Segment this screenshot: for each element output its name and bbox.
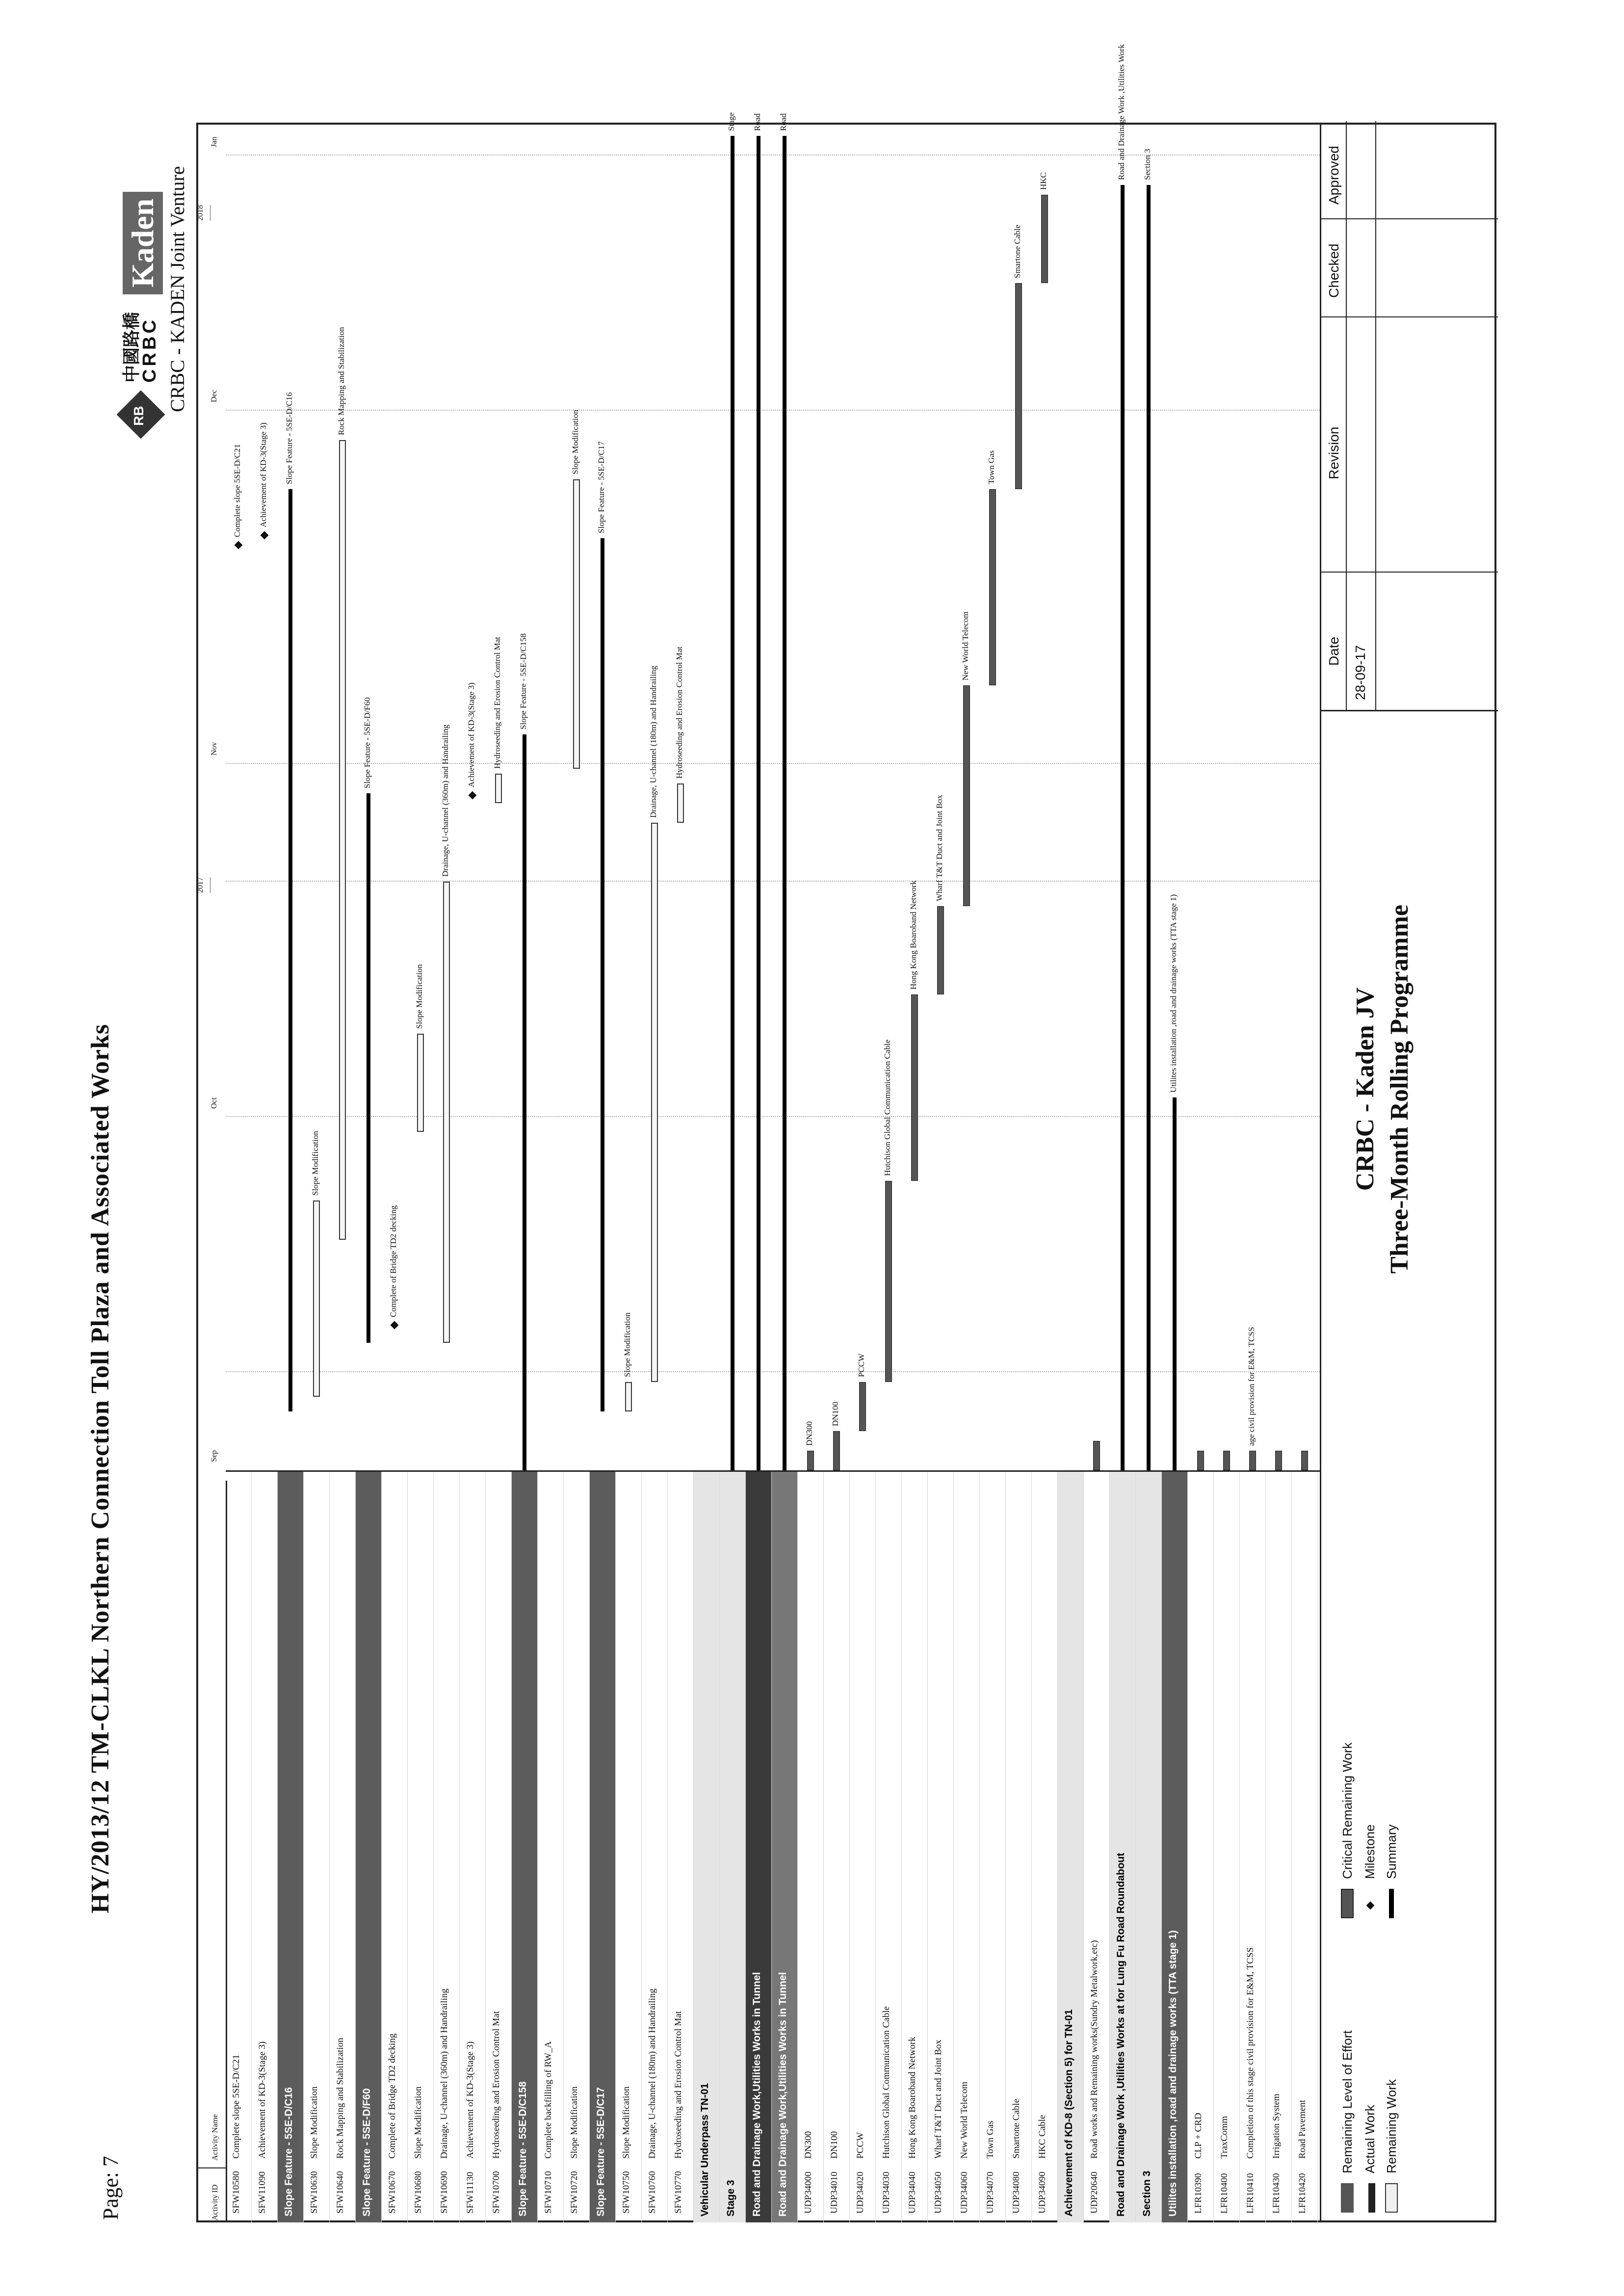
bar-label: Rock Mapping and Stabilization bbox=[337, 327, 346, 435]
activity-id: SFW11090 bbox=[257, 2171, 267, 2214]
header-activity-name: Activity Name bbox=[196, 1481, 227, 2168]
activity-id: LFR10430 bbox=[1271, 2173, 1282, 2214]
critical-bar bbox=[989, 489, 996, 685]
activity-id: SFW10690 bbox=[439, 2171, 449, 2214]
activity-id: SFW10720 bbox=[569, 2171, 579, 2214]
activity-name: Slope Feature - 5SE-D/C158 bbox=[517, 2081, 528, 2217]
remaining-bar bbox=[417, 1034, 424, 1132]
activity-name: Section 3 bbox=[1141, 2170, 1153, 2217]
activity-name: Hydroseeding and Erosion Control Mat bbox=[491, 2011, 501, 2159]
activity-id: UDP34050 bbox=[933, 2171, 943, 2214]
activity-group-row bbox=[1058, 1472, 1084, 2222]
activity-group-row bbox=[772, 1472, 798, 2222]
bar-label: Slope Modification bbox=[571, 410, 580, 474]
activity-row bbox=[1032, 1472, 1058, 2222]
activity-name: Slope Modification bbox=[413, 2086, 423, 2159]
critical-bar bbox=[1275, 1451, 1282, 1470]
legend-remaining-effort-swatch bbox=[1341, 2183, 1354, 2213]
revision-label: Revision bbox=[1326, 426, 1341, 479]
legend-actual-work: Actual Work bbox=[1362, 2105, 1377, 2173]
year-2018: 2018 bbox=[196, 205, 210, 221]
company-logo bbox=[118, 128, 191, 432]
month-sep: Sep bbox=[210, 1450, 218, 1462]
summary-bar bbox=[783, 136, 786, 1470]
remaining-bar bbox=[651, 823, 658, 1382]
activity-row bbox=[1006, 1472, 1032, 2222]
activity-name: Slope Feature - 5SE-D/F60 bbox=[361, 2088, 372, 2217]
activity-id: SFW10700 bbox=[491, 2171, 501, 2214]
bar-label: PCCW bbox=[857, 1353, 866, 1377]
bar-label: Slope Modification bbox=[415, 964, 424, 1029]
activity-id: SFW10630 bbox=[309, 2171, 319, 2214]
summary-bar bbox=[367, 793, 370, 1343]
critical-bar bbox=[1015, 283, 1022, 489]
activity-row bbox=[538, 1472, 564, 2222]
activity-name: Slope Modification bbox=[621, 2086, 631, 2159]
activity-row bbox=[1292, 1472, 1318, 2222]
activity-group-row bbox=[694, 1472, 720, 2222]
critical-bar bbox=[807, 1451, 814, 1470]
legend-remaining-work-swatch bbox=[1385, 2183, 1398, 2213]
critical-bar bbox=[1197, 1451, 1204, 1470]
footer bbox=[1320, 123, 1496, 2222]
activity-row bbox=[876, 1472, 902, 2222]
milestone-marker bbox=[235, 541, 243, 549]
activity-name: Slope Modification bbox=[569, 2086, 579, 2159]
activity-name: PCCW bbox=[855, 2132, 865, 2159]
activity-name: Slope Modification bbox=[309, 2086, 319, 2159]
activity-row bbox=[564, 1472, 590, 2222]
bar-label: Hutchison Global Communication Cable bbox=[883, 1039, 892, 1176]
activity-name: DN100 bbox=[829, 2131, 839, 2159]
activity-id: UDP34090 bbox=[1037, 2171, 1048, 2214]
bar-label: Slope Feature - 5SE-D/C16 bbox=[285, 392, 294, 484]
bar-label: Complete slope 5SE-D/C21 bbox=[233, 444, 242, 537]
bar-label: Drainage, U-channel (180m) and Handrailing bbox=[649, 665, 658, 818]
rb-logo-icon: RB bbox=[117, 391, 165, 439]
bar-label: Smartone Cable bbox=[1013, 224, 1022, 278]
activity-row bbox=[460, 1472, 486, 2222]
bar-label: New World Telecom bbox=[961, 611, 970, 680]
summary-bar bbox=[288, 489, 292, 1411]
activity-row bbox=[330, 1472, 356, 2222]
logo-chinese-text: 中國路橋 bbox=[122, 312, 142, 383]
activity-group-row bbox=[1110, 1472, 1136, 2222]
bar-label: Complete of Bridge TD2 decking bbox=[389, 1205, 398, 1317]
bar-label: age civil provision for E&M, TCSS bbox=[1247, 1327, 1256, 1446]
legend-milestone-icon bbox=[1366, 1902, 1375, 1910]
bar-label: DN100 bbox=[831, 1401, 840, 1426]
activity-id: SFW10680 bbox=[413, 2171, 423, 2214]
bar-label: DN300 bbox=[805, 1421, 814, 1446]
footer-company: CRBC - Kaden JV bbox=[1351, 987, 1379, 1191]
gantt-chart bbox=[226, 44, 1320, 1472]
activity-name: CLP + CRD bbox=[1193, 2113, 1204, 2159]
month-jan: Jan bbox=[210, 136, 218, 147]
logo-crbc-text: CRBC bbox=[139, 317, 160, 383]
bar-label: Slope Modification bbox=[623, 1312, 632, 1377]
activity-name: Road works and Remaining works(Sundry Metalwork,etc) bbox=[1089, 1940, 1100, 2159]
month-dec: Dec bbox=[210, 390, 218, 402]
summary-bar bbox=[1121, 185, 1125, 1470]
checked-label: Checked bbox=[1326, 243, 1341, 298]
activity-name: Wharf T&T Duct and Joint Box bbox=[933, 2039, 943, 2159]
activity-id: UDP34000 bbox=[803, 2171, 813, 2214]
activity-row bbox=[954, 1472, 980, 2222]
activity-list bbox=[226, 1472, 1320, 2222]
remaining-bar bbox=[625, 1382, 632, 1411]
activity-name: Rock Mapping and Stabilization bbox=[335, 2037, 345, 2159]
bar-label: Road bbox=[753, 113, 762, 131]
critical-bar bbox=[1223, 1451, 1230, 1470]
critical-bar bbox=[963, 685, 970, 906]
activity-name: TraxComm bbox=[1219, 2116, 1230, 2159]
activity-row bbox=[486, 1472, 512, 2222]
critical-bar bbox=[1301, 1451, 1308, 1470]
summary-bar bbox=[1173, 1097, 1177, 1470]
activity-id: LFR10390 bbox=[1193, 2173, 1204, 2214]
activity-id: UDP20640 bbox=[1089, 2171, 1100, 2214]
activity-id: SFW10760 bbox=[647, 2171, 657, 2214]
bar-label: HKC bbox=[1039, 172, 1048, 190]
activity-row bbox=[382, 1472, 408, 2222]
bar-label: Road bbox=[779, 113, 788, 131]
critical-bar bbox=[885, 1181, 892, 1382]
remaining-bar bbox=[313, 1200, 320, 1397]
bar-label: Achievement of KD-3(Stage 3) bbox=[259, 422, 268, 527]
activity-row bbox=[304, 1472, 330, 2222]
month-oct: Oct bbox=[210, 1097, 218, 1109]
activity-name: Hutchison Global Communication Cable bbox=[881, 2006, 891, 2159]
bar-label: Achievement of KD-3(Stage 3) bbox=[467, 682, 476, 787]
bar-label: Section 3 bbox=[1143, 149, 1152, 180]
activity-id: UDP34060 bbox=[959, 2171, 969, 2214]
year-2017: 2017 bbox=[196, 877, 210, 893]
activity-row bbox=[1084, 1472, 1110, 2222]
activity-row bbox=[642, 1472, 668, 2222]
logo-joint-venture: CRBC - KADEN Joint Venture bbox=[166, 166, 188, 412]
activity-group-row bbox=[512, 1472, 538, 2222]
activity-id: UDP34010 bbox=[829, 2171, 839, 2214]
summary-bar bbox=[731, 136, 734, 1470]
bar-label: Slope Feature - 5SE-D/C158 bbox=[519, 633, 528, 730]
activity-id: SFW10770 bbox=[673, 2171, 683, 2214]
activity-group-row bbox=[356, 1472, 382, 2222]
legend-milestone: Milestone bbox=[1362, 1824, 1377, 1879]
legend-critical-remaining: Critical Remaining Work bbox=[1340, 1742, 1355, 1879]
activity-row bbox=[252, 1472, 278, 2222]
bar-label: Slope Modification bbox=[311, 1131, 320, 1196]
activity-id: SFW10750 bbox=[621, 2171, 631, 2214]
legend-remaining-effort: Remaining Level of Effort bbox=[1340, 2030, 1355, 2173]
activity-id: UDP34040 bbox=[907, 2171, 917, 2214]
bar-label: Slope Feature - 5SE-D/C17 bbox=[597, 441, 606, 533]
remaining-bar bbox=[495, 774, 502, 803]
activity-name: Irrigation System bbox=[1271, 2093, 1282, 2159]
activity-row bbox=[434, 1472, 460, 2222]
critical-bar bbox=[859, 1382, 866, 1431]
activity-id: LFR10410 bbox=[1245, 2173, 1256, 2214]
legend-summary: Summary bbox=[1384, 1824, 1399, 1879]
activity-group-row bbox=[590, 1472, 616, 2222]
activity-row bbox=[980, 1472, 1006, 2222]
remaining-bar bbox=[677, 783, 684, 823]
milestone-marker bbox=[261, 531, 269, 540]
activity-name: Drainage, U-channel (180m) and Handrailing bbox=[647, 1988, 657, 2159]
activity-group-row bbox=[1162, 1472, 1188, 2222]
activity-row bbox=[616, 1472, 642, 2222]
month-nov: Nov bbox=[210, 742, 218, 756]
critical-bar bbox=[1249, 1451, 1256, 1470]
activity-name: Achievement of KD-3(Stage 3) bbox=[257, 2041, 267, 2159]
activity-name: Smartone Cable bbox=[1011, 2099, 1022, 2159]
remaining-bar bbox=[339, 440, 346, 1240]
activity-row bbox=[824, 1472, 850, 2222]
activity-id: LFR10400 bbox=[1219, 2173, 1230, 2214]
activity-group-row bbox=[746, 1472, 772, 2222]
activity-name: DN300 bbox=[803, 2131, 813, 2159]
activity-group-row bbox=[278, 1472, 304, 2222]
activity-group-row bbox=[720, 1472, 746, 2222]
summary-bar bbox=[601, 538, 604, 1411]
legend-summary-swatch bbox=[1389, 1889, 1394, 1918]
activity-id: SFW10640 bbox=[335, 2171, 345, 2214]
activity-row bbox=[798, 1472, 824, 2222]
footer-programme: Three-Month Rolling Programme bbox=[1386, 905, 1414, 1274]
bar-label: Town Gas bbox=[987, 450, 996, 484]
activity-name: Completion of this stage civil provision for E&M, TCSS bbox=[1245, 1947, 1256, 2159]
activity-row bbox=[1240, 1472, 1266, 2222]
legend-actual-work-swatch bbox=[1368, 2183, 1375, 2213]
activity-id: SFW10670 bbox=[387, 2171, 397, 2214]
activity-name: Drainage, U-channel (360m) and Handrailing bbox=[439, 1988, 449, 2159]
activity-group-row bbox=[1136, 1472, 1162, 2222]
activity-name: Vehicular Underpass TN-01 bbox=[699, 2083, 710, 2217]
activity-row bbox=[226, 1472, 252, 2222]
legend-remaining-work: Remaining Work bbox=[1384, 2079, 1399, 2173]
bar-label: Drainage, U-channel (360m) and Handrailing bbox=[441, 724, 450, 877]
bar-label: Wharf T&T Duct and Joint Box bbox=[935, 794, 944, 901]
bar-label: Hong Kong Boaroband Network bbox=[909, 880, 918, 990]
bar-label: Hydroseeding and Erosion Control Mat bbox=[675, 646, 684, 779]
bar-label: Stage bbox=[727, 112, 736, 131]
activity-id: UDP34070 bbox=[985, 2171, 995, 2214]
critical-bar bbox=[911, 994, 918, 1181]
activity-name: Hydroseeding and Erosion Control Mat bbox=[673, 2011, 683, 2159]
activity-row bbox=[1214, 1472, 1240, 2222]
activity-id: SFW10710 bbox=[543, 2171, 553, 2214]
summary-bar bbox=[757, 136, 760, 1470]
critical-bar bbox=[1093, 1441, 1100, 1470]
milestone-marker bbox=[469, 791, 477, 800]
activity-id: UDP34020 bbox=[855, 2171, 865, 2214]
activity-row bbox=[850, 1472, 876, 2222]
legend-critical-swatch bbox=[1341, 1889, 1354, 1918]
activity-id: UDP34030 bbox=[881, 2171, 891, 2214]
activity-row bbox=[928, 1472, 954, 2222]
activity-id: UDP34080 bbox=[1011, 2171, 1022, 2214]
activity-name: Slope Feature - 5SE-D/C17 bbox=[595, 2087, 606, 2217]
approved-label: Approved bbox=[1326, 146, 1341, 205]
activity-name: Road and Drainage Work,Utilities Works in Tunnel bbox=[777, 1972, 788, 2217]
bar-label: Utilites installation ,road and drainage works (TTA stage 1) bbox=[1169, 894, 1178, 1093]
activity-row bbox=[668, 1472, 694, 2222]
activity-name: Utilites installation ,road and drainage works (TTA stage 1) bbox=[1167, 1930, 1179, 2217]
date-label: Date bbox=[1326, 636, 1341, 666]
activity-name: Complete backfilling of RW_A bbox=[543, 2041, 553, 2159]
summary-bar bbox=[1147, 185, 1151, 1470]
logo-kaden-text: Kaden bbox=[123, 192, 163, 294]
activity-name: Town Gas bbox=[985, 2120, 995, 2159]
remaining-bar bbox=[573, 479, 580, 769]
activity-id: SFW11130 bbox=[465, 2171, 475, 2214]
revision-table bbox=[1321, 121, 1498, 711]
critical-bar bbox=[937, 906, 944, 994]
activity-name: Stage 3 bbox=[725, 2180, 736, 2217]
critical-bar bbox=[1041, 195, 1048, 283]
remaining-bar bbox=[443, 882, 450, 1343]
activity-name: Achievement of KD-3(Stage 3) bbox=[465, 2041, 475, 2159]
activity-name: Road and Drainage Work,Utilities Works in Tunnel bbox=[751, 1972, 762, 2217]
header-activity-id: Activity ID bbox=[196, 2168, 227, 2222]
activity-name: Complete of Bridge TD2 decking bbox=[387, 2033, 397, 2159]
activity-row bbox=[902, 1472, 928, 2222]
summary-bar bbox=[523, 734, 526, 1470]
critical-bar bbox=[833, 1431, 840, 1470]
activity-name: Achievement of KD-8 (Section 5) for TN-01 bbox=[1063, 2009, 1074, 2217]
activity-name: Hong Kong Boaroband Network bbox=[907, 2036, 917, 2159]
milestone-marker bbox=[391, 1321, 399, 1330]
bar-label: Hydroseeding and Erosion Control Mat bbox=[493, 636, 502, 769]
activity-row bbox=[1188, 1472, 1214, 2222]
bar-label: Slope Feature - 5SE-D/F60 bbox=[363, 697, 372, 788]
activity-row bbox=[1266, 1472, 1292, 2222]
activity-name: Slope Feature - 5SE-D/C16 bbox=[283, 2087, 294, 2217]
activity-name: HKC Cable bbox=[1037, 2114, 1048, 2159]
activity-name: New World Telecom bbox=[959, 2082, 969, 2159]
activity-name: Road Pavement bbox=[1297, 2100, 1308, 2159]
activity-row bbox=[408, 1472, 434, 2222]
activity-name: Complete slope 5SE-D/C21 bbox=[231, 2054, 241, 2159]
bar-label: Road and Drainage Work ,Utilities Work bbox=[1117, 44, 1126, 180]
page-number: Page: 7 bbox=[99, 2156, 123, 2220]
activity-id: LFR10420 bbox=[1297, 2173, 1308, 2214]
activity-name: Road and Drainage Work ,Utilities Works at for Lung Fu Road Roundabout bbox=[1115, 1852, 1126, 2217]
date-value: 28-09-17 bbox=[1353, 645, 1368, 700]
document-title: HY/2013/12 TM-CLKL Northern Connection Toll Plaza and Associated Works bbox=[86, 1023, 114, 1913]
activity-id: SFW10580 bbox=[231, 2171, 241, 2214]
